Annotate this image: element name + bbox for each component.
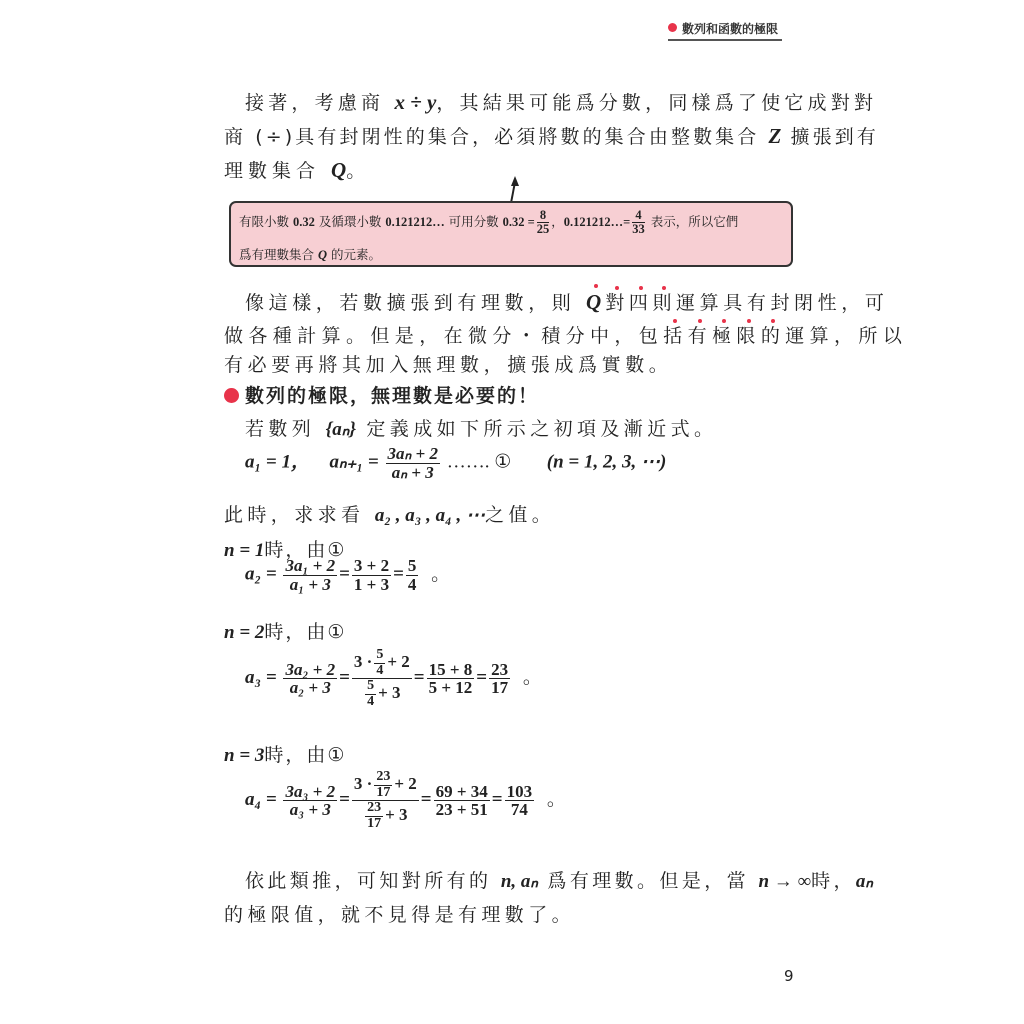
numerator: 5 [407, 556, 417, 575]
numerator: 3aₙ + 2 [387, 444, 438, 463]
denominator: 4 [376, 662, 384, 678]
denominator: 23 + 51 [435, 800, 488, 820]
number: 0.32 [292, 215, 315, 230]
step3-equation [245, 770, 566, 832]
emphasized-char: 極 [712, 325, 737, 347]
emphasized-char: 四 [628, 292, 653, 314]
denominator: 25 [536, 222, 550, 237]
definition-equation [245, 445, 666, 482]
emphasized-char: 括 [663, 325, 688, 347]
step2-label [224, 617, 346, 644]
math-Q-emphasized: Q [586, 290, 606, 314]
text: 表示，所以它們 [646, 214, 739, 230]
fraction [434, 783, 490, 820]
step3-label [224, 740, 346, 767]
equals: = [393, 563, 404, 585]
text: 時，由① [264, 539, 347, 561]
text: 接著，考慮商 [245, 92, 395, 114]
numerator: 3 + 2 [353, 556, 390, 575]
math-Q: Q [331, 158, 347, 182]
page-number: 9 [784, 967, 794, 985]
text: 運算具有封閉性，可 [676, 292, 889, 314]
denominator: 17 [367, 816, 382, 832]
number: 0.32 = [502, 215, 535, 230]
text: + 3 [378, 683, 401, 703]
text: 此時，求求看 [224, 504, 375, 526]
denominator: 17 [376, 784, 391, 800]
math-Z: Z [768, 124, 782, 148]
text: 做各種計算。但是，在微分・積分中，包 [224, 325, 664, 347]
fraction-4-33 [632, 209, 645, 236]
math-Q: Q [317, 248, 328, 262]
inner-fraction [365, 801, 383, 831]
numerator: 23 [376, 769, 391, 784]
denominator: 4 [407, 574, 417, 594]
index-range: (n = 1, 2, 3, ⋯) [546, 451, 667, 473]
math-sequence: {aₙ} [325, 419, 356, 440]
fraction [489, 661, 510, 698]
fraction-8-25 [537, 209, 550, 236]
text: 時， [811, 870, 856, 892]
denominator: a₂ + 3 [289, 678, 331, 698]
numerator: 23 [491, 659, 509, 679]
para1-line1 [245, 88, 877, 115]
emphasized-char: 的 [760, 325, 786, 347]
fraction [352, 557, 391, 594]
text: 時，由① [264, 621, 347, 643]
equals: = [339, 667, 350, 689]
denominator: a₁ + 3 [289, 574, 331, 594]
text: 定義成如下所示之初項及漸近式。 [355, 418, 718, 440]
section-heading-text: 數列的極限，無理數是必要的！ [245, 385, 540, 407]
fraction [283, 783, 337, 820]
conclusion-line1 [245, 866, 873, 893]
complex-fraction [352, 648, 412, 710]
para1-line3 [224, 156, 370, 183]
equation-tag: ……. ① [446, 451, 512, 473]
denominator: 4 [367, 694, 375, 710]
numerator: 69 + 34 [435, 781, 488, 801]
text: 商 (÷)具有封閉性的集合，必須將數的集合由整數集合 [224, 126, 769, 148]
text: ，其結果可能爲分數，同樣爲了使它成對對 [436, 92, 878, 114]
equals: = [413, 667, 425, 689]
callout-line1 [239, 209, 738, 236]
denominator: a₃ + 3 [289, 800, 331, 820]
bullet-dot-icon [224, 388, 239, 403]
math-n: n = 2 [224, 622, 265, 643]
text: 的元素。 [327, 247, 381, 262]
numerator: 4 [632, 209, 645, 223]
ask-line [224, 500, 555, 527]
denominator: 1 + 3 [353, 574, 390, 594]
text: 3 · [353, 774, 373, 794]
equals: = [339, 563, 350, 585]
text: + 3 [385, 805, 408, 825]
bullet-dot-icon [668, 23, 677, 32]
number: 0.121212…= [563, 215, 631, 230]
denominator [352, 801, 419, 831]
equals: = [420, 789, 432, 811]
math-an: aₙ [855, 871, 873, 892]
text: 。 [346, 160, 371, 182]
section-heading [224, 381, 539, 408]
text: + 2 [387, 652, 410, 672]
equals: = [491, 789, 503, 811]
numerator: 3a₁ + 2 [285, 556, 336, 575]
fraction [505, 783, 535, 820]
text: 之值。 [484, 504, 556, 526]
fraction [283, 661, 337, 698]
numerator: 5 [376, 647, 384, 662]
running-head [668, 20, 782, 41]
numerator [352, 648, 412, 679]
text: 3 · [353, 652, 373, 672]
text: 爲有理數集合 [239, 247, 318, 262]
para2-line3: 有必要再將其加入無理數，擴張成爲實數。 [224, 354, 673, 376]
emphasized-char: 對 [605, 292, 629, 314]
text: 若數列 [245, 418, 326, 440]
inner-fraction [374, 770, 392, 800]
conclusion-line2: 的極限值，就不見得是有理數了。 [224, 904, 576, 926]
text: 擴張到有 [781, 126, 879, 148]
text: 有限小數 [239, 214, 293, 230]
recurrence-fraction [386, 445, 440, 482]
numerator [352, 770, 419, 801]
inner-fraction [365, 679, 376, 709]
denominator: 33 [632, 222, 645, 237]
initial-term: a₁ = 1， [245, 451, 310, 473]
numerator: 15 + 8 [428, 659, 473, 679]
emphasized-char: 有 [687, 325, 713, 347]
numerator: 8 [537, 209, 550, 223]
period: 。 [431, 563, 451, 585]
numerator: 3a₃ + 2 [285, 781, 336, 801]
lhs: a₃ = [245, 667, 277, 689]
math-x-div-y: x ÷ y [394, 90, 437, 114]
denominator: aₙ + 3 [391, 462, 434, 482]
para2-line2 [224, 321, 907, 348]
math-terms: a₂ , a₃ , a₄ , ⋯ [374, 505, 485, 526]
denominator [352, 679, 412, 709]
denominator: 5 + 12 [428, 678, 473, 698]
text: 時，由① [264, 744, 347, 766]
period: 。 [522, 667, 542, 689]
denominator: 74 [510, 800, 528, 820]
text: 及循環小數 [314, 214, 386, 230]
fraction [427, 661, 475, 698]
lhs: a₄ = [245, 789, 277, 811]
number: 0.121212… [385, 215, 445, 230]
numerator: 3a₂ + 2 [285, 659, 336, 679]
text: ， [551, 214, 564, 230]
inner-fraction [374, 648, 385, 678]
arrow-up-icon [505, 174, 525, 204]
para1-line2 [224, 122, 879, 149]
callout-box [229, 201, 793, 267]
numerator: 103 [506, 781, 533, 801]
running-head-text: 數列和函數的極限 [682, 22, 779, 36]
text: 爲有理數。但是，當 [537, 870, 759, 892]
denominator: 17 [491, 678, 509, 698]
callout-line2 [239, 245, 381, 263]
equals: = [339, 789, 350, 811]
text: 運算，所以 [785, 325, 908, 347]
step2-equation [245, 648, 542, 710]
period: 。 [546, 789, 566, 811]
emphasized-char: 限 [736, 325, 761, 347]
lhs: a₂ = [245, 563, 277, 585]
step1-equation [245, 557, 450, 594]
text: 可用分數 [444, 214, 503, 230]
text: 理數集合 [224, 160, 332, 182]
emphasized-char: 則 [652, 292, 677, 314]
text: 依此類推，可知對所有的 [245, 870, 501, 892]
complex-fraction [352, 770, 419, 832]
math-n-an: n, aₙ [500, 871, 538, 892]
math-n-to-infinity: n → ∞ [758, 871, 812, 892]
math-n: n = 3 [224, 745, 265, 766]
intro-line [245, 414, 717, 441]
numerator: 23 [367, 800, 382, 816]
text: 像這樣，若數擴張到有理數，則 [245, 292, 587, 314]
math-n: n = 1 [224, 540, 265, 561]
fraction [406, 557, 419, 594]
equals: = [476, 667, 488, 689]
fraction [283, 557, 337, 594]
numerator: 5 [367, 678, 375, 694]
text: + 2 [394, 774, 417, 794]
para2-line1 [245, 288, 888, 315]
recurrence-lhs: aₙ₊₁ = [329, 451, 379, 473]
